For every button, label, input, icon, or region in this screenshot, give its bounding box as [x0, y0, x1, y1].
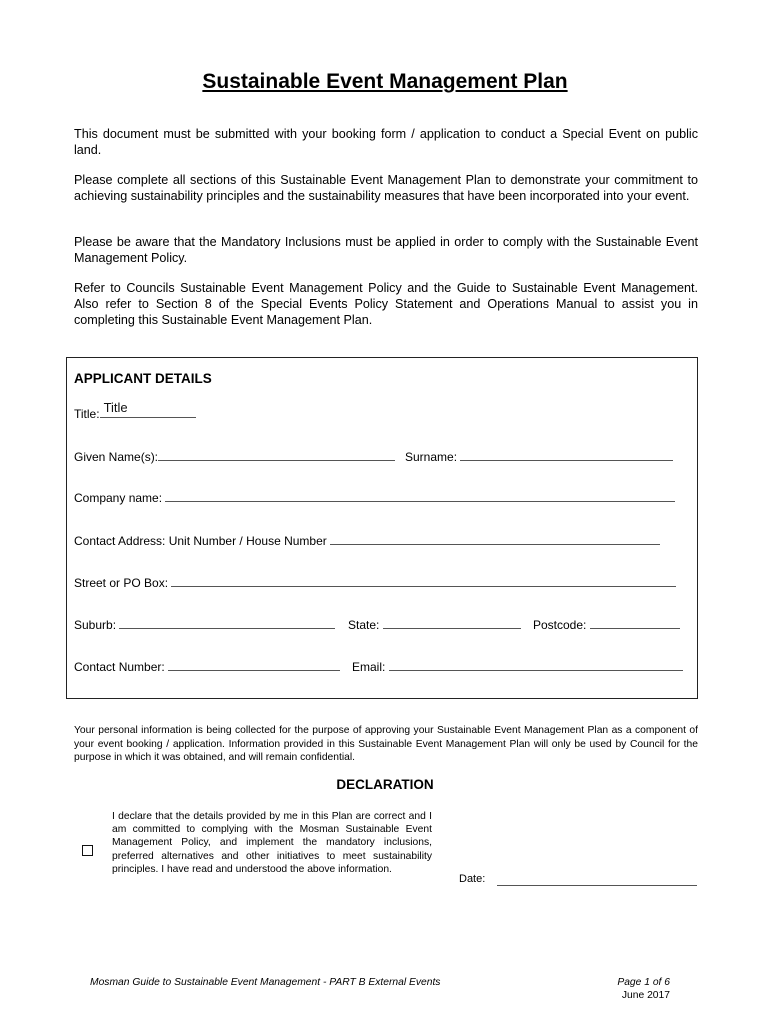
date-field [459, 873, 485, 885]
state-field [348, 617, 521, 632]
date-label: Date: [459, 873, 486, 885]
footer-document-name: Mosman Guide to Sustainable Event Management - PART B External Events [90, 977, 441, 988]
surname-input[interactable] [460, 449, 673, 461]
address-label: Contact Address: Unit Number / House Number [74, 534, 327, 548]
applicant-details-heading: APPLICANT DETAILS [74, 371, 212, 386]
declaration-text: I declare that the details provided by me in this Plan are correct and I am committed to complying with the Mosman Sustainable Event Management Policy, and implement the mandatory inclusions, preferred alternatives and other initiatives to meet sustainability principles. I have read and understood the above information. [112, 811, 432, 875]
company-label: Company name: [74, 491, 163, 505]
title-label: Title: [74, 407, 100, 421]
email-label: Email: [352, 660, 386, 674]
state-label: State: [348, 618, 380, 632]
privacy-notice: Your personal information is being collected for the purpose of approving your Sustainable Event Management Plan as a component of your event booking / application. Information provided in this Sustainable Event Management Plan will only be used by Council for the purpose in which it was obtained, and will remain confidential. [74, 725, 698, 763]
address-field [74, 533, 660, 548]
intro-paragraph-4: Refer to Councils Sustainable Event Management Policy and the Guide to Sustainable Event Management. Also refer to Section 8 of the Special Events Policy Statement and Operations Manual to assist you in completing this Sustainable Event Management Plan. [74, 281, 698, 327]
declaration-checkbox[interactable] [82, 845, 93, 856]
contact-number-input[interactable] [168, 659, 340, 671]
postcode-input[interactable] [590, 617, 680, 629]
suburb-input[interactable] [119, 617, 335, 629]
intro-paragraph-3: Please be aware that the Mandatory Inclusions must be applied in order to comply with the Sustainable Event Management Policy. [74, 235, 698, 265]
postcode-label: Postcode: [533, 618, 587, 632]
email-field [352, 659, 683, 674]
date-input[interactable] [497, 874, 697, 886]
surname-field [405, 449, 673, 464]
suburb-field [74, 617, 335, 632]
footer-date: June 2017 [621, 990, 670, 1001]
footer-page-info [560, 976, 670, 1002]
intro-paragraph-2: Please complete all sections of this Sustainable Event Management Plan to demonstrate your commitment to achieving sustainability principles and the sustainability measures that have been incorporated into your event. [74, 173, 698, 203]
email-input[interactable] [389, 659, 683, 671]
address-input[interactable] [330, 533, 660, 545]
intro-paragraph-1: This document must be submitted with your booking form / application to conduct a Special Event on public land. [74, 127, 698, 157]
suburb-label: Suburb: [74, 618, 117, 632]
title-value[interactable]: Title [103, 400, 128, 415]
street-label: Street or PO Box: [74, 576, 169, 590]
state-input[interactable] [383, 617, 521, 629]
street-input[interactable] [171, 575, 676, 587]
given-names-input[interactable] [158, 449, 395, 461]
page-title: Sustainable Event Management Plan [202, 70, 568, 93]
contact-number-field [74, 659, 340, 674]
surname-label: Surname: [405, 450, 458, 464]
declaration-heading: DECLARATION [336, 777, 434, 792]
company-field [74, 490, 675, 505]
contact-number-label: Contact Number: [74, 660, 165, 674]
street-field [74, 575, 676, 590]
company-input[interactable] [165, 490, 675, 502]
footer-page-number: Page 1 of 6 [617, 977, 670, 988]
given-names-label: Given Name(s): [74, 450, 159, 464]
title-input-line[interactable] [100, 400, 196, 418]
postcode-field [533, 617, 680, 632]
title-field [74, 400, 196, 421]
given-names-field [74, 449, 395, 464]
